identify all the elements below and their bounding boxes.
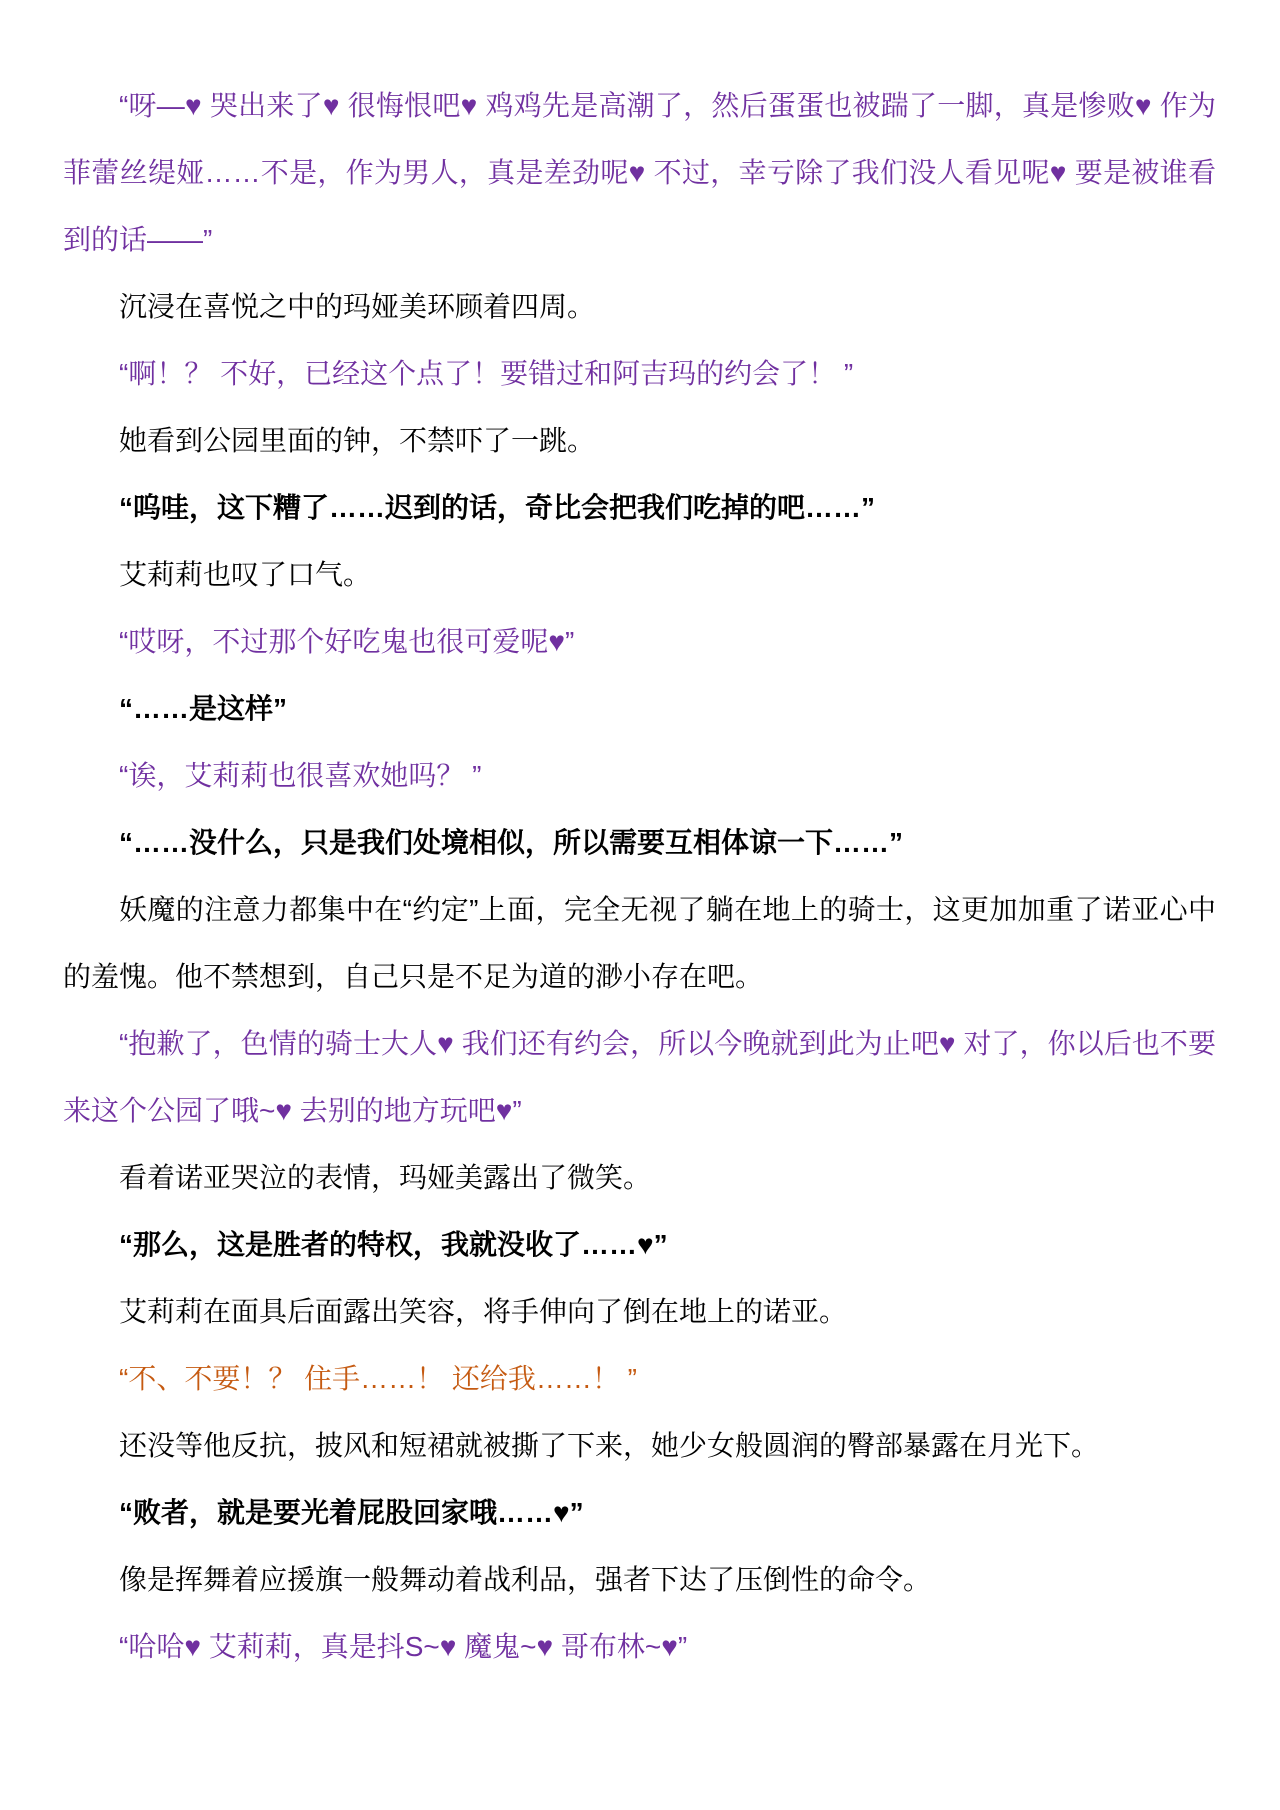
paragraph: “啊！？ 不好，已经这个点了！要错过和阿吉玛的约会了！ ” [119,358,854,389]
paragraph: 像是挥舞着应援旗一般舞动着战利品，强者下达了压倒性的命令。 [119,1564,932,1595]
paragraph: 艾莉莉也叹了口气。 [119,559,372,590]
paragraph: “败者，就是要光着屁股回家哦……♥” [119,1497,584,1528]
page-content [63,72,1216,1680]
paragraph: “哎呀，不过那个好吃鬼也很可爱呢♥” [119,626,575,657]
paragraph: “呜哇，这下糟了……迟到的话，奇比会把我们吃掉的吧……” [119,492,876,523]
paragraph: “……是这样” [119,693,288,724]
paragraph: “抱歉了，色情的骑士大人♥ 我们还有约会，所以今晚就到此为止吧♥ 对了，你以后也不要来这个公园了哦~♥ 去别的地方玩吧♥” [63,1028,1216,1126]
paragraph: 妖魔的注意力都集中在“约定”上面，完全无视了躺在地上的骑士，这更加加重了诺亚心中的羞愧。他不禁想到，自己只是不足为道的渺小存在吧。 [63,894,1216,992]
paragraph: “……没什么，只是我们处境相似，所以需要互相体谅一下……” [119,827,904,858]
paragraph: “那么，这是胜者的特权，我就没收了……♥” [119,1229,668,1260]
paragraph: “呀—♥ 哭出来了♥ 很悔恨吧♥ 鸡鸡先是高潮了，然后蛋蛋也被踹了一脚，真是惨败♥ 作为菲蕾丝缇娅……不是，作为男人，真是差劲呢♥ 不过，幸亏除了我们没人看见呢♥ 要是被谁看到的话——” [63,90,1216,255]
paragraph: “哈哈♥ 艾莉莉，真是抖S~♥ 魔鬼~♥ 哥布林~♥” [119,1631,688,1662]
paragraph: 艾莉莉在面具后面露出笑容，将手伸向了倒在地上的诺亚。 [119,1296,848,1327]
paragraph: 还没等他反抗，披风和短裙就被撕了下来，她少女般圆润的臀部暴露在月光下。 [119,1430,1100,1461]
paragraph: 看着诺亚哭泣的表情，玛娅美露出了微笑。 [119,1162,652,1193]
paragraph: “诶，艾莉莉也很喜欢她吗？ ” [119,760,482,791]
paragraph: “不、不要！？ 住手……！ 还给我……！ ” [119,1363,637,1394]
paragraph: 她看到公园里面的钟，不禁吓了一跳。 [119,425,596,456]
paragraph: 沉浸在喜悦之中的玛娅美环顾着四周。 [119,291,596,322]
